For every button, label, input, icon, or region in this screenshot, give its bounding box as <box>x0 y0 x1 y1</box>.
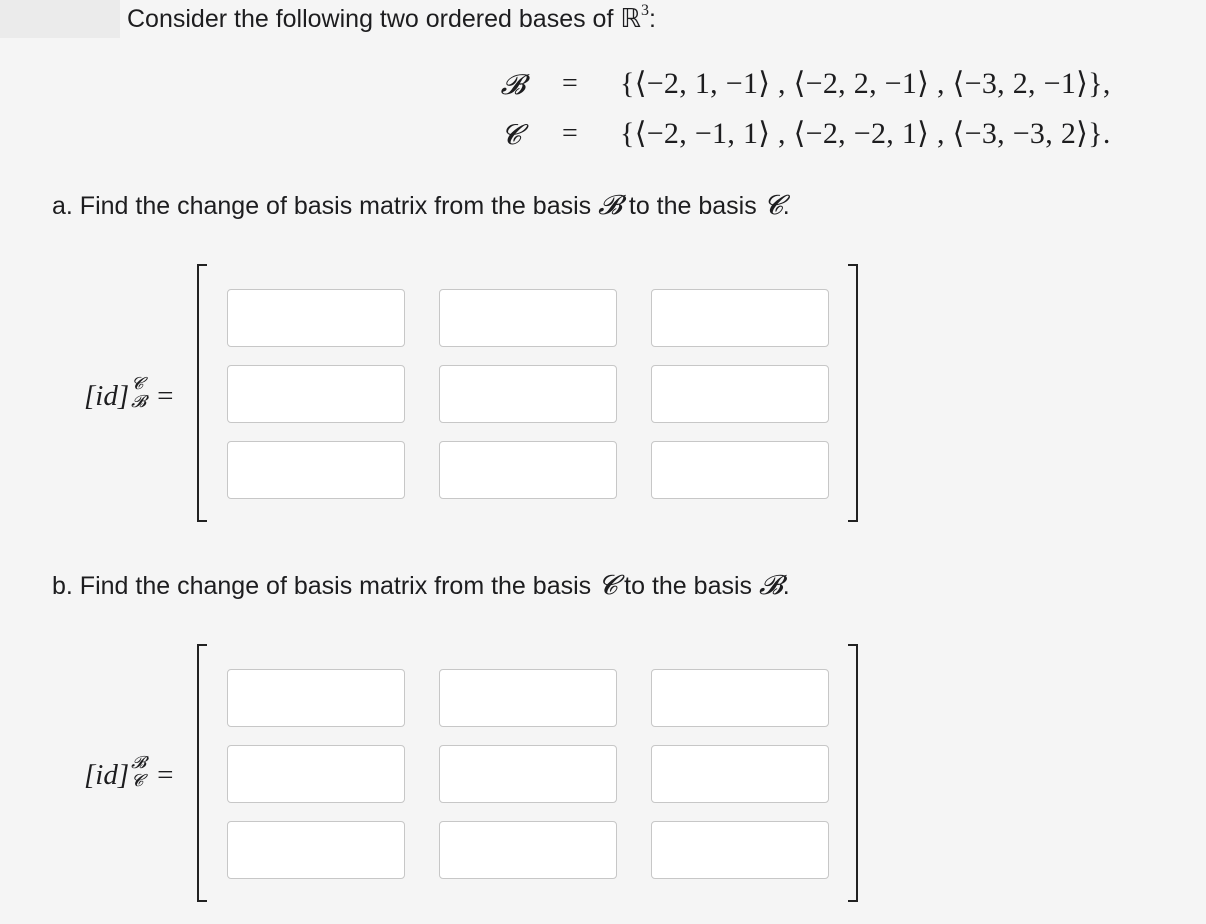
matrix-a-cell-r3c2[interactable] <box>439 441 617 499</box>
question-b <box>52 570 790 602</box>
matrix-b-cell-r1c1[interactable] <box>227 669 405 727</box>
matrix-b-cell-r3c2[interactable] <box>439 821 617 879</box>
question-a-suffix: . <box>782 192 790 220</box>
matrix-a-cell-r3c3[interactable] <box>651 441 829 499</box>
basis-c-equals: = <box>562 118 578 149</box>
basis-b-symbol: 𝓑 <box>500 68 526 101</box>
question-b-middle: to the basis <box>617 572 759 600</box>
matrix-a-cell-r2c3[interactable] <box>651 365 829 423</box>
matrix-b-cell-r1c2[interactable] <box>439 669 617 727</box>
matrix-a-cell-r1c2[interactable] <box>439 289 617 347</box>
matrix-a-left-bracket <box>197 264 207 522</box>
matrix-b-label-sup: 𝓑 <box>131 753 147 773</box>
matrix-a-right-bracket <box>848 264 858 522</box>
matrix-a-cell-r1c1[interactable] <box>227 289 405 347</box>
matrix-b-label-sub: 𝓒 <box>131 771 144 791</box>
matrix-a-cell-r3c1[interactable] <box>227 441 405 499</box>
matrix-b-label-base: [id] <box>84 759 130 791</box>
question-b-to-basis: 𝓑 <box>758 570 783 601</box>
matrix-a-cell-r1c3[interactable] <box>651 289 829 347</box>
matrix-a-label-equals: = <box>157 380 174 412</box>
basis-b-vectors: {⟨−2, 1, −1⟩ , ⟨−2, 2, −1⟩ , ⟨−3, 2, −1⟩}, <box>620 67 1111 100</box>
matrix-a-label-sup: 𝓒 <box>131 374 144 394</box>
basis-b-equals: = <box>562 68 578 99</box>
basis-c-symbol: 𝓒 <box>501 118 521 151</box>
header-tab-background <box>0 0 120 38</box>
matrix-b-cell-r3c3[interactable] <box>651 821 829 879</box>
matrix-b-cell-r3c1[interactable] <box>227 821 405 879</box>
question-a-from-basis: 𝓑 <box>598 190 622 221</box>
matrix-b-label <box>84 753 174 792</box>
matrix-b-label-equals: = <box>157 759 174 791</box>
intro-colon: : <box>648 5 656 33</box>
intro-statement <box>127 1 656 34</box>
dimension-exponent: 3 <box>640 1 649 19</box>
matrix-b-right-bracket <box>848 644 858 902</box>
matrix-b-cell-r1c3[interactable] <box>651 669 829 727</box>
question-a <box>52 190 790 222</box>
matrix-a-cell-r2c1[interactable] <box>227 365 405 423</box>
matrix-a-label-sub: 𝓑 <box>131 392 147 412</box>
question-a-middle: to the basis <box>621 192 764 220</box>
question-b-suffix: . <box>782 572 790 600</box>
question-a-to-basis: 𝓒 <box>763 190 783 221</box>
basis-c-vectors: {⟨−2, −1, 1⟩ , ⟨−2, −2, 1⟩ , ⟨−3, −3, 2⟩}. <box>620 117 1111 150</box>
matrix-a-label-base: [id] <box>84 380 130 412</box>
matrix-a-label <box>84 374 174 413</box>
matrix-b-cell-r2c2[interactable] <box>439 745 617 803</box>
matrix-b-cell-r2c3[interactable] <box>651 745 829 803</box>
matrix-a-cell-r2c2[interactable] <box>439 365 617 423</box>
matrix-b-cell-r2c1[interactable] <box>227 745 405 803</box>
question-b-from-basis: 𝓒 <box>598 570 618 601</box>
intro-text: Consider the following two ordered bases of <box>127 5 621 33</box>
real-numbers-symbol: ℝ <box>620 4 641 34</box>
question-a-prefix: a. Find the change of basis matrix from the basis <box>52 192 599 220</box>
question-b-prefix: b. Find the change of basis matrix from the basis <box>52 572 599 600</box>
matrix-b-left-bracket <box>197 644 207 902</box>
